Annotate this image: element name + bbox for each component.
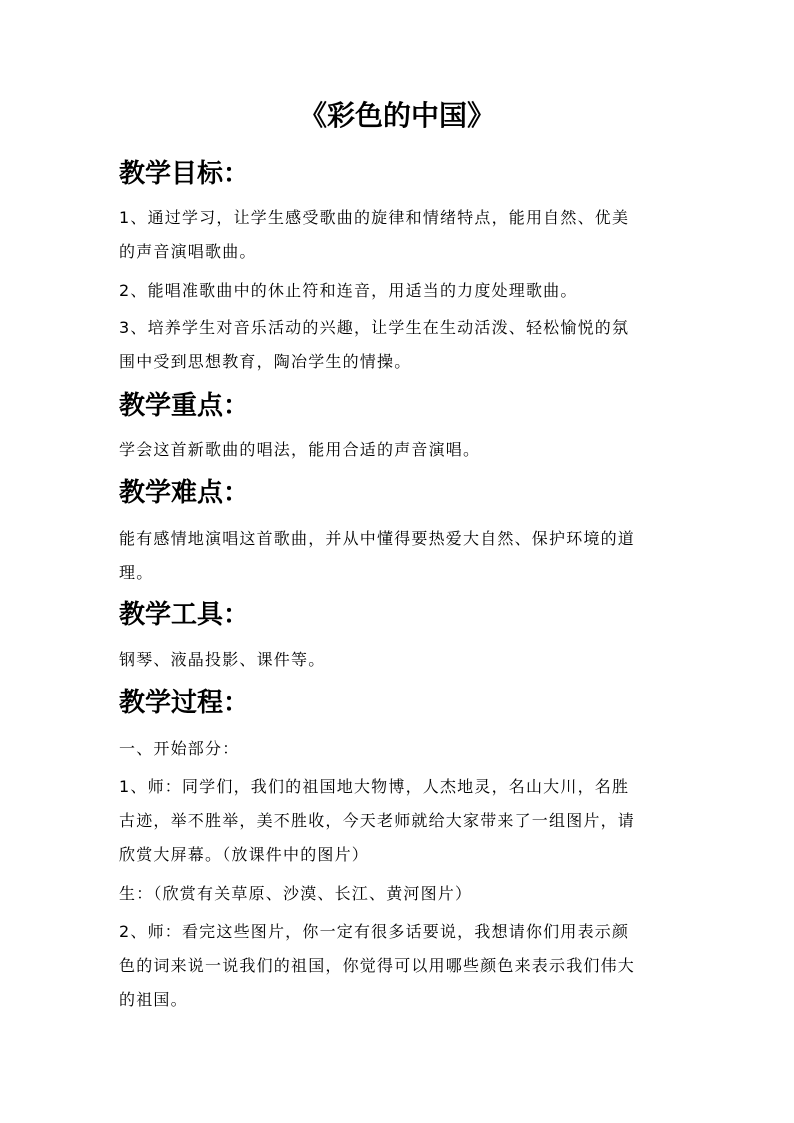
process-part1-label-line: 一、开始部分： [119, 739, 240, 758]
goal-item-1-line-2: 的声音演唱歌曲。 [119, 242, 257, 261]
process-step-1-line-1: 1、师：同学们，我们的祖国地大物博，人杰地灵，名山大川，名胜 [119, 777, 630, 796]
process-student-line-1: 生：（欣赏有关草原、沙漠、长江、黄河图片） [119, 884, 473, 903]
goal-item-1-line-1: 1、通过学习，让学生感受歌曲的旋律和情绪特点，能用自然、优美 [119, 208, 630, 227]
process-step-1-line-3: 欣赏大屏幕。（放课件中的图片） [119, 845, 370, 864]
process-step-2-line-1: 2、师：看完这些图片，你一定有很多话要说，我想请你们用表示颜 [119, 922, 630, 941]
difficulties-line-1: 能有感情地演唱这首歌曲，并从中懂得要热爱大自然、保护环境的道 [119, 529, 636, 548]
process-step-1-line-2: 古迹，举不胜举，美不胜收，今天老师就给大家带来了一组图片，请 [119, 811, 636, 830]
goal-item-2-line-1: 2、能唱准歌曲中的休止符和连音，用适当的力度处理歌曲。 [119, 281, 578, 300]
heading-process: 教学过程： [119, 688, 250, 718]
process-step-2 [119, 915, 679, 1017]
process-step-1 [119, 770, 679, 872]
heading-key-points: 教学重点： [119, 391, 250, 421]
heading-difficulties: 教学难点： [119, 478, 250, 508]
heading-teaching-goals: 教学目标： [119, 159, 250, 189]
process-student [119, 877, 679, 911]
goal-item-3-line-2: 围中受到思想教育，陶冶学生的情操。 [119, 352, 412, 371]
tools-line-1: 钢琴、液晶投影、课件等。 [119, 650, 326, 669]
key-points-line-1: 学会这首新歌曲的唱法，能用合适的声音演唱。 [119, 440, 481, 459]
difficulties-text [119, 522, 679, 590]
process-part1-label [119, 732, 679, 766]
process-step-2-line-2: 色的词来说一说我们的祖国，你觉得可以用哪些颜色来表示我们伟大 [119, 956, 636, 975]
goal-item-1 [119, 201, 679, 269]
tools-text [119, 643, 679, 677]
goal-item-3-line-1: 3、培养学生对音乐活动的兴趣，让学生在生动活泼、轻松愉悦的氛 [119, 318, 630, 337]
goal-item-2 [119, 274, 679, 308]
heading-tools: 教学工具： [119, 600, 250, 630]
key-points-text [119, 433, 679, 467]
difficulties-line-2: 理。 [119, 563, 154, 582]
process-step-2-line-3: 的祖国。 [119, 990, 188, 1009]
document-title: 《彩色的中国》 [298, 99, 495, 132]
goal-item-3 [119, 311, 679, 379]
